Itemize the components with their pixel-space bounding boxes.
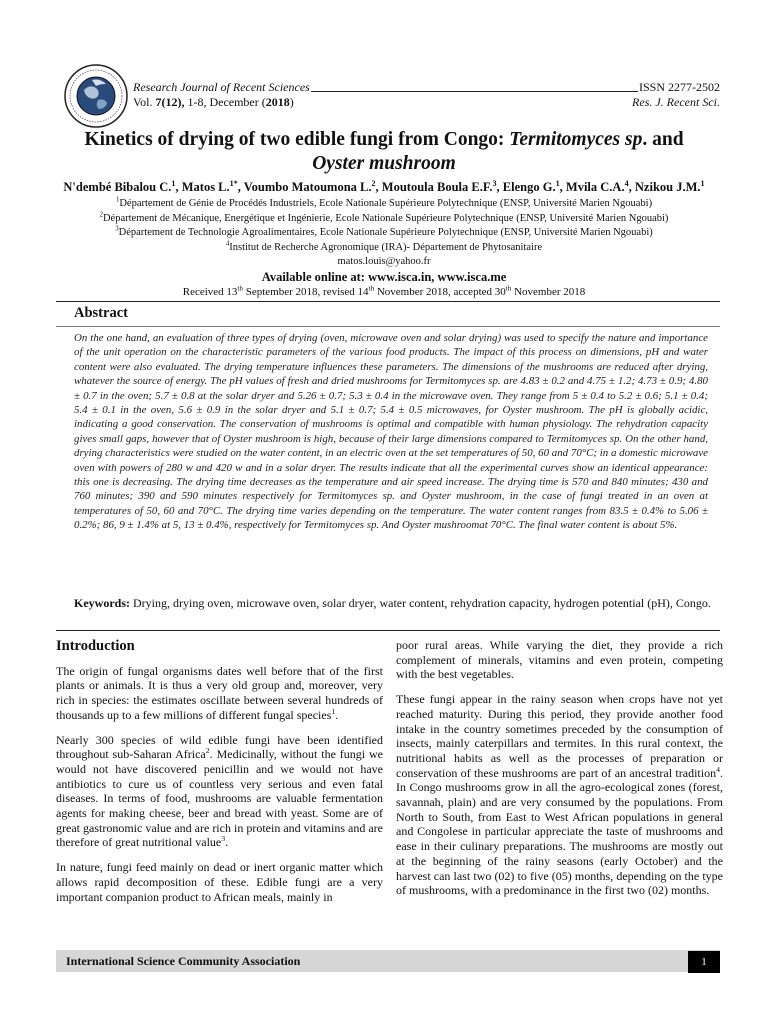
affiliation: $^2$Département de Mécanique, Energétique et Ingénierie, Ecole Nationale Supérieure Polytechnique (ENSP, Université Marien Ngouabi) [99,211,669,224]
paragraph: Nearly 300 species of wild edible fungi have been identified throughout sub-Saharan Africa$^2$. Medicinally, without the fungi we would not have discovered penicillin and we would not have antibiotics to cure us of countless very serious and even fatal diseases. In terms of food, mushrooms are valuable fermentation agents for making cheese, beer and bread with yeast. Some are of great gastronomic value and are rich in protein and vitamins and are therefore of great nutritional value$^3$. [56,732,384,850]
abstract-heading: Abstract [74,305,128,321]
divider [56,630,720,631]
paragraph: poor rural areas. While varying the diet, they provide a rich complement of minerals, vitamins and even protein, competing with the best vegetables. [396,638,723,682]
paragraph: In nature, fungi feed mainly on dead or inert organic matter which allows rapid decomposition of these. Edible fungi are a very important companion product to African meals, mainly in [56,860,383,904]
received-dates: Received 13th September 2018, revised 14th November 2018, accepted 30th November 2018 [182,284,586,298]
affiliation: $^1$Département de Génie de Procédés Industriels, Ecole Nationale Supérieure Polytechnique (ENSP, Université Marien Ngouabi) [115,196,653,209]
divider [56,301,720,302]
paper-title: Kinetics of drying of two edible fungi from Congo: Termitomyces sp. and Oyster mushroom [84,129,684,174]
header-rule [311,80,638,92]
corresponding-email: matos.louis@yahoo.fr [337,256,431,267]
journal-abbreviation: Res. J. Recent Sci. [632,95,720,109]
journal-name: Research Journal of Recent Sciences [133,80,310,94]
section-heading-introduction: Introduction [56,638,135,654]
available-online: Available online at: www.isca.in, www.isca.me [261,270,507,284]
isca-globe-logo [64,64,128,128]
abstract-text: On the one hand, an evaluation of three types of drying (oven, microwave oven and solar drying) was used to specify the nature and importance of the unit operation on the characteristic parameters of the various food products. The impact of this process on dimensions, pH and water content were also evaluated. The drying temperature influences these parameters. The dimensions of the mushrooms are reduced after drying, whatever the source of energy. The pH values of fresh and dried mushrooms for Termitomyces sp. are 4.83 ± 0.2 and 4.75 ± 1.2; 4.73 ± 0.9; 4.80 ± 0.7 in the oven; 5.7 ± 0.8 at the solar dryer and 5.26 ± 0.7; 5.3 ± 0.4 in the microwave oven. They range from 5 ± 0.4 to 5.2 ± 0.6; 5.1 ± 0.4; 5.4 ± 0.1 in the oven, 5.6 ± 0.9 in the solar dryer and 5.1 ± 0.7; 5.4 ± 0.5 microwaves, for Oyster mushroom. The pH is globally acidic, indicating a good conservation. The conservation of mushrooms is optimal and compatible with human physiology. The rehydration capacity gives small gaps, however that of Oyster mushroom is high, because of their large dimensions compared to Termitomyces sp. On the other hand, drying characteristics were studied on the water content, in an electric oven at the set temperatures of 50, 60 and 70°C; in a domestic microwave oven with powers of 280 w and 420 w and in a solar dryer. The results indicate that all the experimental curves show an identical appearance: this one is decreasing. The drying time decreases as the temperature and air speed increase. The drying time is 570 and 840 minutes; 430 and 760 minutes; 390 and 590 minutes respectively for Termitomyces sp. and Oyster mushroom, in the case of fungi treated in an oven at temperatures of 50, 60 and 70°C. The drying time varies depending on the temperature. The water content ranges from 83.5 ± 0.4% to 5.06 ± 0.2%; 86, 9 ± 1.4% at 5, 13 ± 0.4%, respectively for Termitomyces sp. And Oyster mushroomat 70°C. The final water content is about 5%. [74,332,708,532]
paragraph: These fungi appear in the rainy season when crops have not yet reached maturity. During this period, they provide another food intake in the country sometimes preceded by the consumption of insects, mainly caterpillars and termites. In this rural context, the nutritional habits as well as the processes of preparation or conservation of these mushrooms are part of an ancestral tradition$^4$. In Congo mushrooms grow in all the agro-ecological zones (forest, savannah, plain) and are very consumed by the populations. From North to South, from East to West African populations in general and Congolese in particular appreciate the taste of mushrooms and ease in their culinary preparations. The mushrooms are mostly out at the beginning of the rainy seasons (early October) and the harvest can last two (02) to five (05) months, depending on the type of mushrooms, with a predominance in the first two (02) months. [396,692,723,898]
journal-header [133,80,720,110]
left-column [56,637,383,914]
volume-line: Vol. 7(12), 1-8, December (2018) [133,95,294,109]
affiliations [40,197,728,270]
page-number: 1 [688,951,720,973]
right-column [396,638,723,908]
issn: ISSN 2277-2502 [638,80,720,94]
page-footer [56,950,720,972]
divider [56,326,720,327]
footer-organization: International Science Community Association [66,954,301,968]
keywords: Keywords: Drying, drying oven, microwave oven, solar dryer, water content, rehydration capacity, hydrogen potential (pH), Congo. [74,596,711,610]
affiliation: $^4$Institut de Recherche Agronomique (IRA)- Département de Phytosanitaire [225,240,543,253]
author-list: N'dembé Bibalou C.$^1$, Matos L.$^{1*}$, Voumbo Matoumona L.$^2$, Moutoula Boula E.F.$^3$, Elengo G.$^1$, Mvila C.A.$^4$, Nzikou J.M.$^1$ [63,178,705,194]
affiliation: $^3$Département de Technologie Agroalimentaires, Ecole Nationale Supérieure Polytechnique (ENSP, Université Marien Ngouabi) [115,225,653,238]
paragraph: The origin of fungal organisms dates well before that of the first plants or animals. It is thus a very old group and, moreover, very rich in species: the estimates oscillate between several hundreds of thousands up to a few millions of different fungal species$^1$. [56,663,383,722]
